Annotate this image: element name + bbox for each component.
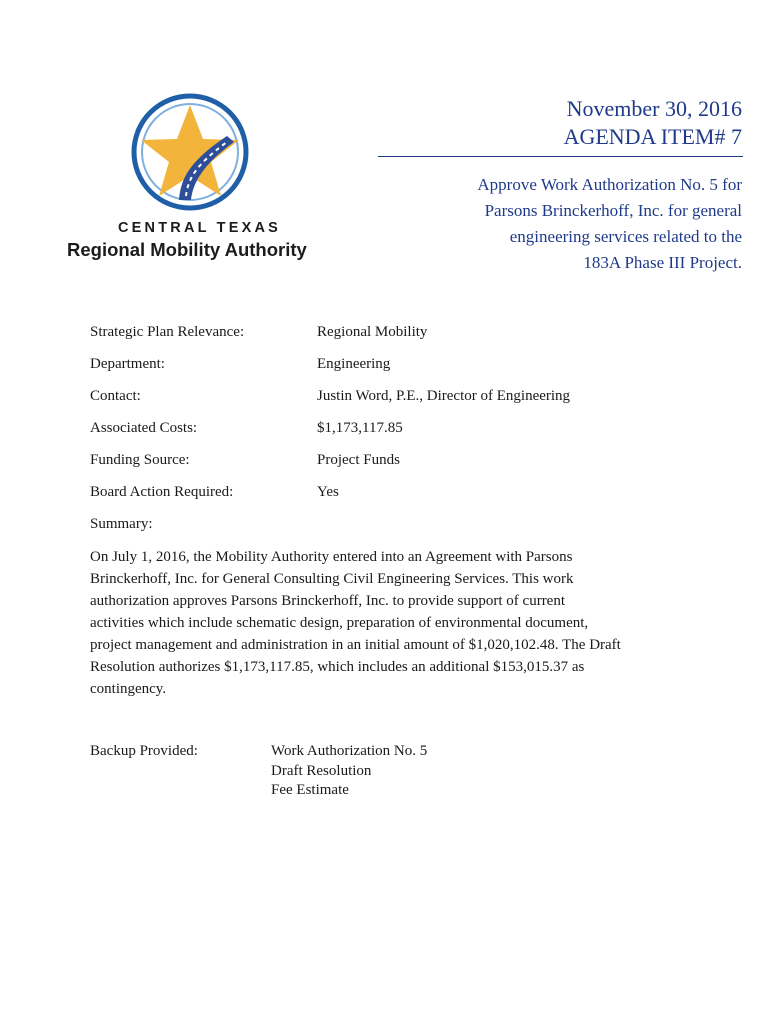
agenda-subject xyxy=(402,172,742,276)
field-value: Justin Word, P.E., Director of Engineering xyxy=(317,388,571,404)
field-value: Regional Mobility xyxy=(317,324,428,340)
info-fields xyxy=(90,321,570,513)
field-value: Yes xyxy=(317,484,339,500)
backup-list xyxy=(271,742,427,801)
logo-text-central-texas: CENTRAL TEXAS xyxy=(118,220,281,236)
field-row-associated-costs xyxy=(90,417,570,449)
field-label: Strategic Plan Relevance: xyxy=(90,324,245,340)
field-row-funding-source xyxy=(90,449,570,481)
backup-provided xyxy=(90,742,427,801)
field-label: Funding Source: xyxy=(90,452,190,468)
summary-line: activities which include schematic design, preparation of environmental document, xyxy=(90,615,589,631)
field-label: Associated Costs: xyxy=(90,420,198,436)
summary-paragraph xyxy=(90,546,690,700)
field-row-board-action xyxy=(90,481,570,513)
authority-logo xyxy=(65,92,315,272)
summary-line: contingency. xyxy=(90,681,167,697)
field-label: Department: xyxy=(90,356,165,372)
subject-line: 183A Phase III Project. xyxy=(583,253,742,272)
meeting-date: November 30, 2016 xyxy=(566,96,742,121)
logo-text-authority: Regional Mobility Authority xyxy=(67,239,307,260)
agenda-header xyxy=(564,95,742,151)
backup-label: Backup Provided: xyxy=(90,743,198,759)
field-value: Engineering xyxy=(317,356,391,372)
summary-line: Brinckerhoff, Inc. for General Consulting Civil Engineering Services. This work xyxy=(90,571,574,587)
summary-line: authorization approves Parsons Brinckerhoff, Inc. to provide support of current xyxy=(90,593,566,609)
field-value: $1,173,117.85 xyxy=(317,420,403,436)
summary-line: Resolution authorizes $1,173,117.85, which includes an additional $153,015.37 as xyxy=(90,659,585,675)
summary-heading: Summary: xyxy=(90,516,153,532)
header-divider xyxy=(378,156,743,157)
subject-line: engineering services related to the xyxy=(509,227,742,246)
field-row-contact xyxy=(90,385,570,417)
summary-line: project management and administration in an initial amount of $1,020,102.48. The Draft xyxy=(90,637,621,653)
field-row-strategic-plan xyxy=(90,321,570,353)
agenda-item-number: AGENDA ITEM# 7 xyxy=(563,124,742,149)
backup-item: Draft Resolution xyxy=(271,762,372,779)
field-row-department xyxy=(90,353,570,385)
field-label: Contact: xyxy=(90,388,141,404)
subject-line: Approve Work Authorization No. 5 for xyxy=(477,175,742,194)
subject-line: Parsons Brinckerhoff, Inc. for general xyxy=(484,201,742,220)
field-value: Project Funds xyxy=(317,452,400,468)
star-emblem-icon xyxy=(127,92,253,218)
backup-item: Fee Estimate xyxy=(271,782,349,798)
field-label: Board Action Required: xyxy=(90,484,234,500)
summary-line: On July 1, 2016, the Mobility Authority entered into an Agreement with Parsons xyxy=(90,549,573,565)
backup-item: Work Authorization No. 5 xyxy=(271,743,428,759)
